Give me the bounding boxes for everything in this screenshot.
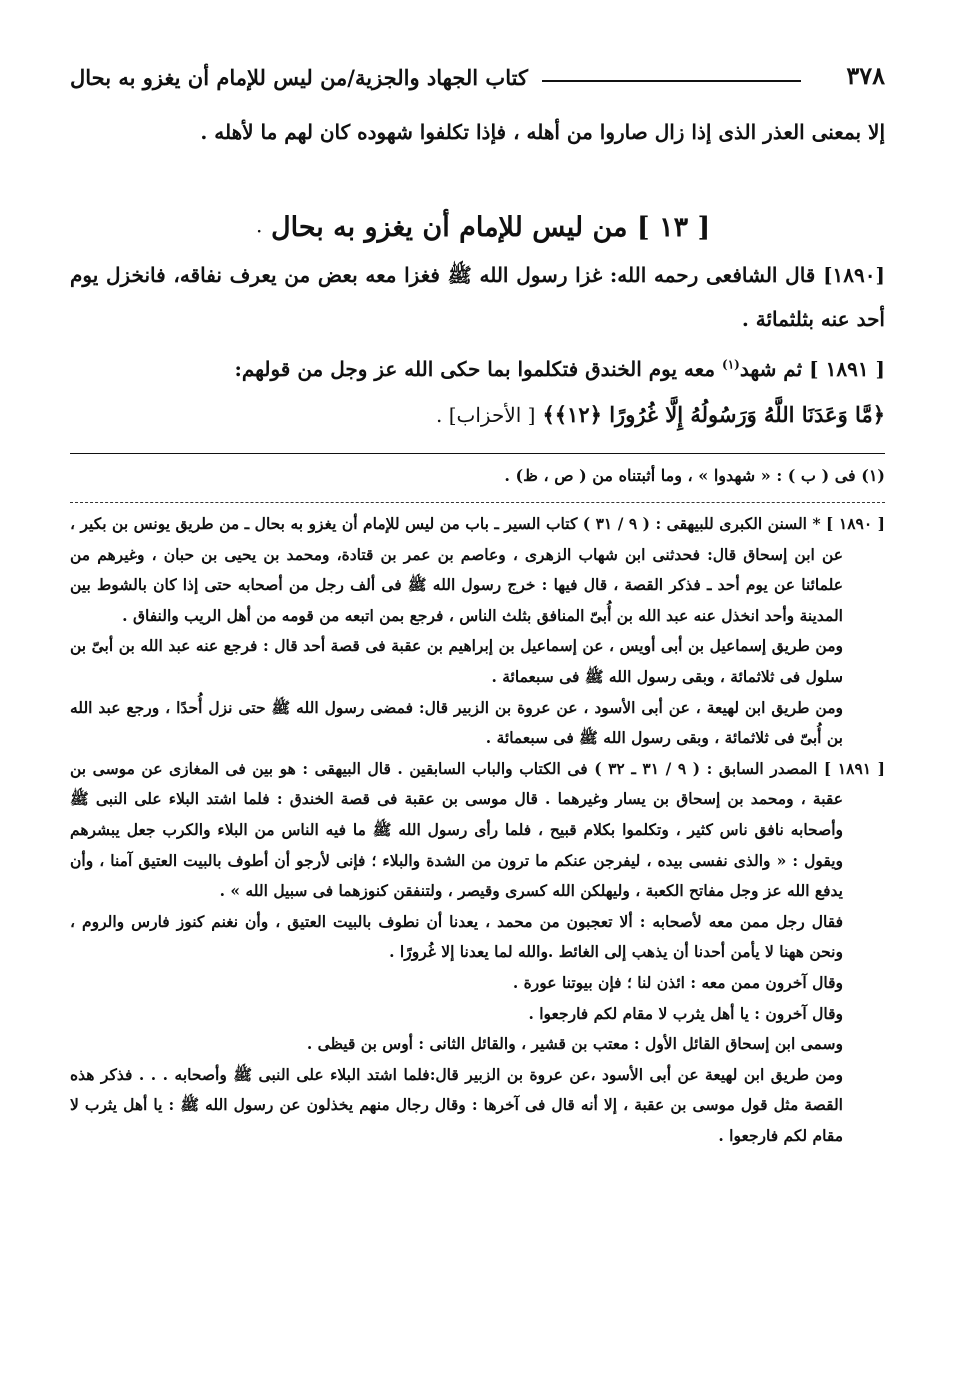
footnote-1: (١) فى ( ب ) : « شهدوا » ، وما أثبتناه من ( ص ، ظ) . [504, 466, 885, 485]
section-title [70, 212, 885, 243]
paragraph-text: رحمه الله: غزا رسول الله ﷺ فغزا معه بعض من يعرف نفاقه، فانخزل يوم أحد عنه بثلثمائة . [70, 263, 885, 331]
source-1891-b: فقال رجل ممن معه لأصحابه : ألا تعجبون من محمد ، يعدنا أن نطوف بالبيت العتيق ، وأن نغنم كنوز فارس والروم ، ونحن ههنا لا يأمن أحدنا أن يذهب إلى الغائط .والله لما يعدنا إلا غُرورًا . [70, 911, 843, 962]
paragraph-text: ثم شهد [739, 357, 803, 381]
running-title: كتاب الجهاد والجزية/من ليس للإمام أن يغزو به بحال [70, 65, 528, 90]
source-1890 [70, 509, 885, 631]
sources-section [70, 509, 885, 1151]
page-header [70, 56, 885, 90]
source-1891 [70, 754, 885, 907]
source-1891-f: ومن طريق ابن لهيعة عن أبى الأسود ،عن عروة بن الزبير قال:فلما اشتد البلاء على النبى ﷺ وأصحابه . . . فذكر هذه القصة مثل قول موسى بن عقبة ، إلا أنه قال فى آخرها : وقال رجال منهم يخذلون عن رسول الله ﷺ : يا أهل يثرب لا مقام لكم فارجعوا . [70, 1064, 843, 1145]
paragraph-number: [ ١٨٩١ ] [809, 357, 885, 381]
continuation-text: إلا بمعنى العذر الذى إذا زال صاروا من أهله ، فإذا تكلفوا شهوده كان لهم ما لأهله . [200, 120, 885, 144]
source-number: [ ١٨٩٠ ] * [812, 514, 885, 533]
title-dot: · [256, 224, 262, 240]
paragraph-1890 [70, 253, 885, 341]
paragraph-number: [١٨٩٠] [823, 263, 885, 287]
source-1890-c: ومن طريق ابن لهيعة ، عن أبى الأسود ، عن عروة بن الزبير قال: فمضى رسول الله ﷺ حتى نزل أُحدًا ، ورجع عبد الله بن أُبىّ فى ثلاثمائة ، وبقى رسول الله ﷺ فى سبعمائة . [70, 697, 843, 748]
paragraph-1891 [70, 347, 885, 391]
quran-verse [70, 393, 885, 437]
header-rule [542, 79, 801, 82]
surah-reference: [ الأحزاب] . [436, 403, 536, 427]
sources-divider [70, 502, 885, 503]
source-1890-b: ومن طريق إسماعيل بن أبى أويس ، عن إسماعيل بن إبراهيم بن عقبة فى قصة أحد قال : فرجع عنه عبد الله بن أبىّ بن سلول فى ثلاثمائة ، وبقى رسول الله ﷺ فى سبعمائة . [70, 636, 843, 686]
ayah-text: ﴿مَّا وَعَدَنَا اللَّهُ وَرَسُولُهُ إِلَّا غُرُورًا ﴿١٢﴾﴾ [542, 402, 885, 427]
section-title-text: [ ١٣ ] من ليس للإمام أن يغزو به بحال [270, 212, 711, 243]
source-1891-d: وقال آخرون : يا أهل يثرب لا مقام لكم فارجعوا . [528, 1003, 843, 1023]
source-1891-c: وقال آخرون ممن معه : ائذن لنا ؛ فإن بيوتنا عورة . [512, 972, 843, 992]
footnote-divider [70, 453, 885, 454]
source-1891-e: وسمى ابن إسحاق القائل الأول : معتب بن قشير ، والقائل الثانى : أوس بن قيظى . [306, 1034, 843, 1054]
paragraph-text: معه يوم الخندق فتكلموا بما حكى الله عز وجل من قولهم: [234, 357, 716, 381]
page-number: ٣٧٨ [846, 61, 885, 90]
source-number: [ ١٨٩١ ] [823, 758, 885, 778]
source-text: السنن الكبرى للبيهقى : ( ٩ / ٣١ ) كتاب السير ـ باب من ليس للإمام أن يغزو به بحال ـ من طريق يونس بن بكير ، عن ابن إسحاق قال: فحدثنى ابن شهاب الزهرى ، وعاصم بن عمر بن قتادة، ومحمد بن يحيى بن حبان ، وغيرهم من علمائنا عن يوم أحد ـ فذكر القصة ، قال فيها : خرج رسول الله ﷺ فى ألف رجل من أصحابه حتى إذا كان بالشوط بين المدينة وأحد انخذل عنه عبد الله بن أُبىّ المنافق بثلث الناس ، فرجع بمن اتبعه من قومه من أهل الريب والنفاق . [70, 514, 843, 625]
source-text: المصدر السابق : ( ٩ / ٣١ ـ ٣٢ ) فى الكتاب والباب السابقين . قال البيهقى : هو بين فى المغازى عن موسى بن عقبة ، ومحمد بن إسحاق بن يسار وغيرهما . قال موسى بن عقبة فى قصة الخندق : فلما اشتد البلاء على النبى ﷺ وأصحابه نافق ناس كثير ، وتكلموا بكلام قبيح ، فلما رأى رسول الله ﷺ ما فيه الناس من البلاء والكرب جعل يبشرهم ويقول : « والذى نفسى بيده ، ليفرجن عنكم ما ترون من الشدة والبلاء ؛ فإنى لأرجو أن أطوف بالبيت العتيق آمنا ، وأن يدفع الله عز وجل مفاتح الكعبة ، وليهلكن الله كسرى وقيصر ، ولتنفقن كنوزهما فى سبيل الله » . [70, 758, 843, 901]
footnote-ref[interactable]: (١) [722, 357, 740, 372]
speaker-name: قال الشافعى [706, 263, 816, 287]
